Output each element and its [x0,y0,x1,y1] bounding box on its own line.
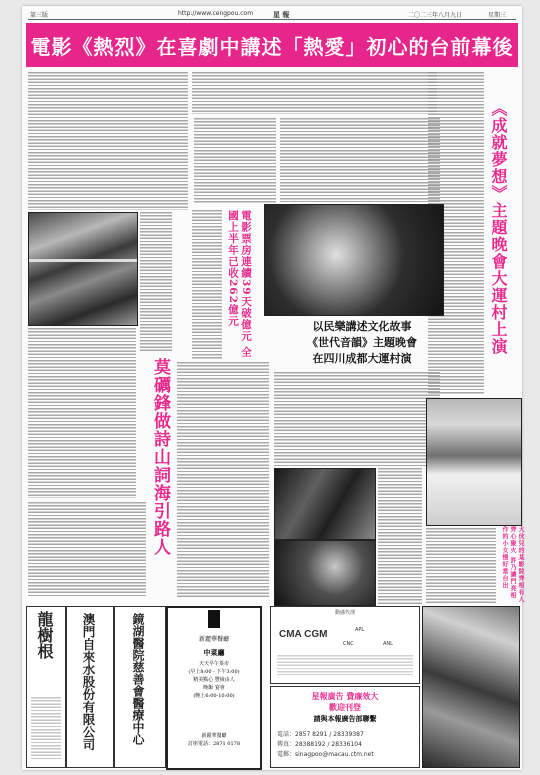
article-text-center-mid [274,372,440,466]
photo-concert-2 [274,540,376,606]
promo-line3: 請與本報廣告部聯繫 [313,714,377,723]
article-text-center-top [192,72,437,114]
main-headline: 電影《熱烈》在喜劇中講述「熱愛」初心的台前幕後 [30,34,514,59]
promo-tel1: 電話：2857 8291 / 28339387 [277,731,364,738]
ad-shipping-logos[interactable] [270,606,420,684]
ad-tree[interactable] [26,606,66,768]
photo-actress [426,398,522,526]
ad-clinic-name: 鏡湖醫院慈善會醫療中心 [131,613,145,745]
article-text-left-mid [28,328,136,498]
photo-stage [264,204,444,316]
cnc-logo: CNC [343,641,354,647]
restaurant-line4: 精美點心 豐儉由人 [193,677,235,683]
restaurant-footer1: 新麗華餐廳 [201,733,227,739]
cma-cgm-logo: CMA CGM [279,629,328,640]
issue-date: 二〇二三年八月九日 [408,12,463,19]
photo-performers [28,212,138,326]
article-text-bo [192,210,222,360]
restaurant-footer2: 訂座電話：2871 0178 [187,741,241,747]
site-url[interactable]: http://www.cengpou.com [178,10,254,17]
ad-restaurant[interactable] [166,606,262,770]
article-text-poet [177,362,269,598]
issue-weekday: 星期三 [488,12,507,19]
center-subhead-line2: 《世代音韻》主題晚會 [307,336,417,349]
photo-concert-1 [274,468,376,540]
article-text-left-narrow [140,212,172,352]
restaurant-line6: (晚上6:00-10:00) [193,693,235,699]
center-subhead-line3: 在四川成都大運村演 [312,352,412,365]
article-text-center-lower [378,468,422,604]
center-subhead [262,319,462,367]
promo-line1: 星報廣告 費廉效大 [311,691,379,701]
newspaper-page [22,6,522,770]
apl-logo: APL [355,627,365,633]
shipping-title: 動感代理 [334,610,355,616]
article-text-center-left [194,118,276,204]
paper-name: 星 報 [273,10,290,19]
actress-caption: 大伙兒的某影院齊相有人齊心聚火 許乃讓門亮相作的小女慢好當台出 [501,526,524,603]
ad-tree-title: 龍樹根 [35,611,54,659]
article-text-right-lower [426,528,496,604]
promo-line2: 歡迎刊登 [329,702,361,712]
promo-tel2: 傳真：28388192 / 28336104 [277,741,362,748]
center-subhead-line1: 以民樂講述文化故事 [312,320,412,333]
page-number: 第三版 [30,12,49,19]
promo-email: 電郵：sinagpoo@macau.ctm.net [277,751,374,758]
ad-water-company[interactable] [66,606,114,768]
restaurant-line3: (早上8:00 - 下午3:00) [188,669,240,675]
ad-water-company-name: 澳門自來水股份有限公司 [81,613,96,751]
restaurant-logo-icon [208,610,220,628]
side-headline-dream: 《成就夢想》主題晚會大運村上演 [489,100,508,355]
article-text-left-top [28,72,188,210]
poet-headline: 莫礪鋒做詩山詞海引路人 [150,358,170,556]
anl-logo: ANL [383,641,393,647]
restaurant-line1: 中菜廳 [203,648,225,657]
restaurant-header: 新麗華餐廳 [198,636,229,643]
ad-clinic[interactable] [114,606,166,768]
article-text-center-right [280,118,440,202]
ad-promo[interactable] [270,686,420,768]
restaurant-line2: 天天早午茶市 [198,661,229,667]
masthead [28,9,516,20]
restaurant-line5: 晚飯 宴會 [203,685,225,691]
article-text-left-bottom [28,502,146,598]
main-headline-banner [26,23,518,67]
photo-masked-men [422,606,520,768]
box-office-headline: 電影票房連續39天破億元 全國上半年已收262億元 [227,210,252,358]
